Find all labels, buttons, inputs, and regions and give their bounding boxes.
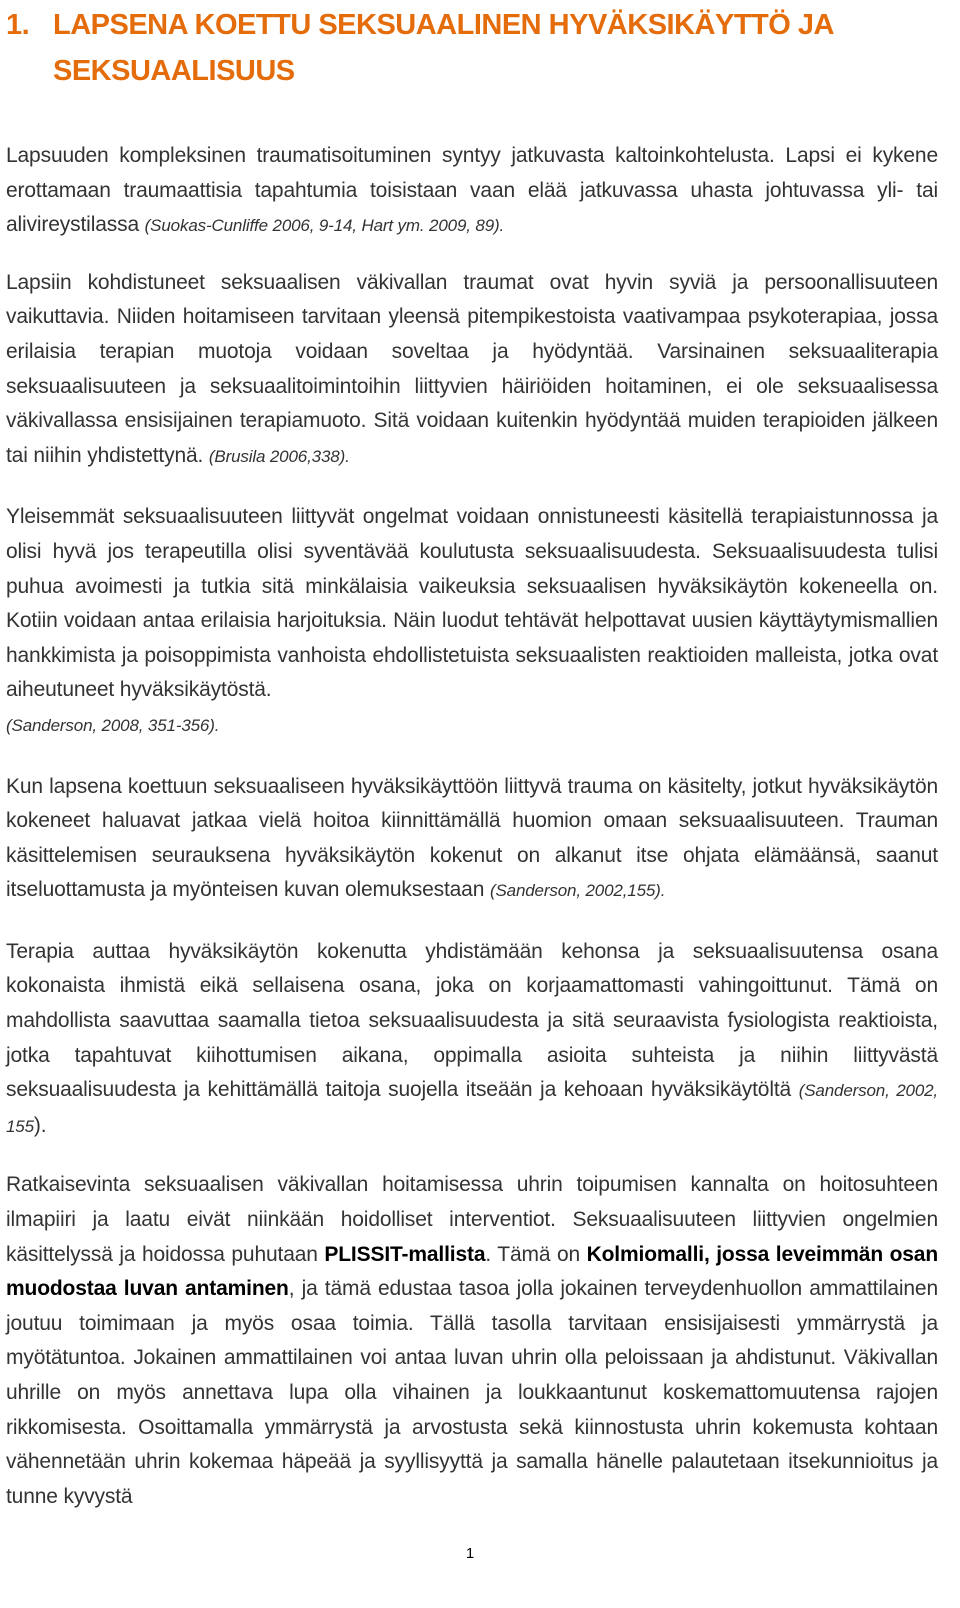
paragraph-3-text: Yleisemmät seksuaalisuuteen liittyvät ongelmat voidaan onnistuneesti käsitellä terapiaistunnossa ja olisi hyvä jos terapeutilla olisi syventävää koulutusta seksuaalisuudesta. Seksuaalisuudesta tulisi puhua avoimesti ja tutkia sitä minkälaisia vaikeuksia seksuaalisen hyväksikäytön kokeneella on. Kotiin voidaan antaa erilaisia harjoituksia. Näin luodut tehtävät helpottavat uusien käyttäytymismallien hankkimista ja poisoppimista vanhoista ehdollistetuista seksuaalisten reaktioiden malleista, jotka ovat aiheutuneet hyväksikäytöstä.: [6, 505, 938, 702]
citation-3: (Sanderson, 2008, 351-356).: [6, 715, 220, 735]
paragraph-5-text: Terapia auttaa hyväksikäytön kokenutta yhdistämään kehonsa ja seksuaalisuutensa osana kokonaista ihmistä eikä sellaisena osana, joka on korjaamattomasti vahingoittunut. Tämä on mahdollista saavuttaa saamalla tietoa seksuaalisuudesta ja sitä seuraavista fysiologista reaktioista, jotka tapahtuvat kiihottumisen aikana, oppimalla asioita suhteista ja niihin liittyvästä seksuaalisuudesta ja kehittämällä taitoja suojella itseään ja kehoaan hyväksikäytöltä: [6, 939, 938, 1102]
paragraph-2: [6, 266, 938, 475]
citation-4: (Sanderson, 2002,155).: [489, 881, 666, 901]
page-number: 1: [465, 1545, 475, 1562]
triangle-model-term: Kolmiomalli, jossa leveimmän osan muodostaa luvan antaminen: [6, 1242, 938, 1301]
paragraph-1-text: Lapsuuden kompleksinen traumatisoituminen syntyy jatkuvasta kaltoinkohtelusta. Lapsi ei kykene erottamaan traumaattisia tapahtumia toisistaan vaan elää jatkuvassa uhasta johtuvassa yli- tai alivireystilassa: [6, 144, 938, 237]
paragraph-3: [6, 500, 938, 743]
paragraph-6-text-c: , ja tämä edustaa tasoa jolla jokainen terveydenhuollon ammattilainen joutuu toimimaan ja myös osaa toimia. Tällä tasolla tarvitaan ensisijaisesti ymmärrystä ja myötätuntoa. Jokainen ammattilainen voi antaa luvan uhrin olla peloissaan ja ahdistunut. Väkivallan uhrille on myös annettava lupa olla vihainen ja loukkaantunut koskemattomuutensa rajojen rikkomisesta. Osoittamalla ymmärrystä ja arvostusta sekä kiinnostusta uhrin kokemusta kohtaan vähennetään uhrin kokemaa häpeää ja syyllisyyttä ja samalla hänelle palautetaan itsekunnioitus ja tunne kyvystä: [6, 1277, 938, 1508]
paragraph-4: [6, 770, 938, 909]
section-title: LAPSENA KOETTU SEKSUAALINEN HYVÄKSIKÄYTTÖ JA SEKSUAALISUUS: [53, 9, 833, 87]
section-number: 1.: [6, 9, 30, 41]
citation-1: (Suokas-Cunliffe 2006, 9-14, Hart ym. 2009, 89).: [144, 216, 505, 236]
plissit-model-term: PLISSIT-mallista: [324, 1242, 486, 1266]
paragraph-5: [6, 935, 938, 1145]
section-heading: [6, 2, 938, 94]
citation-5: (Sanderson, 2002, 155: [6, 1081, 939, 1136]
citation-5-end: ).: [33, 1113, 47, 1137]
paragraph-2-text: Lapsiin kohdistuneet seksuaalisen väkivallan traumat ovat hyvin syviä ja persoonallisuuteen vaikuttavia. Niiden hoitamiseen tarvitaan yleensä pitempikestoista vaativampaa psykoterapiaa, jossa erilaisia terapian muotoja voidaan soveltaa ja hyödyntää. Varsinainen seksuaaliterapia seksuaalisuuteen ja seksuaalitoimintoihin liittyvien häiriöiden hoitaminen, ei ole seksuaalisessa väkivallassa ensisijainen terapiamuoto. Sitä voidaan kuitenkin hyödyntää muiden terapioiden jälkeen tai niihin yhdistettynä.: [6, 270, 938, 467]
paragraph-6-text-a: Ratkaisevinta seksuaalisen väkivallan hoitamisessa uhrin toipumisen kannalta on hoitosuhteen ilmapiiri ja laatu eivät niinkään hoidolliset interventiot. Seksuaalisuuteen liittyvien ongelmien käsittelyssä ja hoidossa puhutaan: [6, 1173, 938, 1266]
citation-2: (Brusila 2006,338).: [208, 446, 350, 466]
paragraph-6-text-b: . Tämä on: [485, 1242, 587, 1266]
paragraph-4-text: Kun lapsena koettuun seksuaaliseen hyväksikäyttöön liittyvä trauma on käsitelty, jotkut hyväksikäytön kokeneet haluavat jatkaa vielä hoitoa kiinnittämällä huomion omaan seksuaalisuuteen. Trauman käsittelemisen seurauksena hyväksikäytön kokenut on alkanut itse ohjata elämäänsä, saanut itseluottamusta ja myönteisen kuvan olemuksestaan: [6, 774, 938, 902]
paragraph-6: [6, 1168, 938, 1514]
paragraph-1: [6, 139, 938, 244]
